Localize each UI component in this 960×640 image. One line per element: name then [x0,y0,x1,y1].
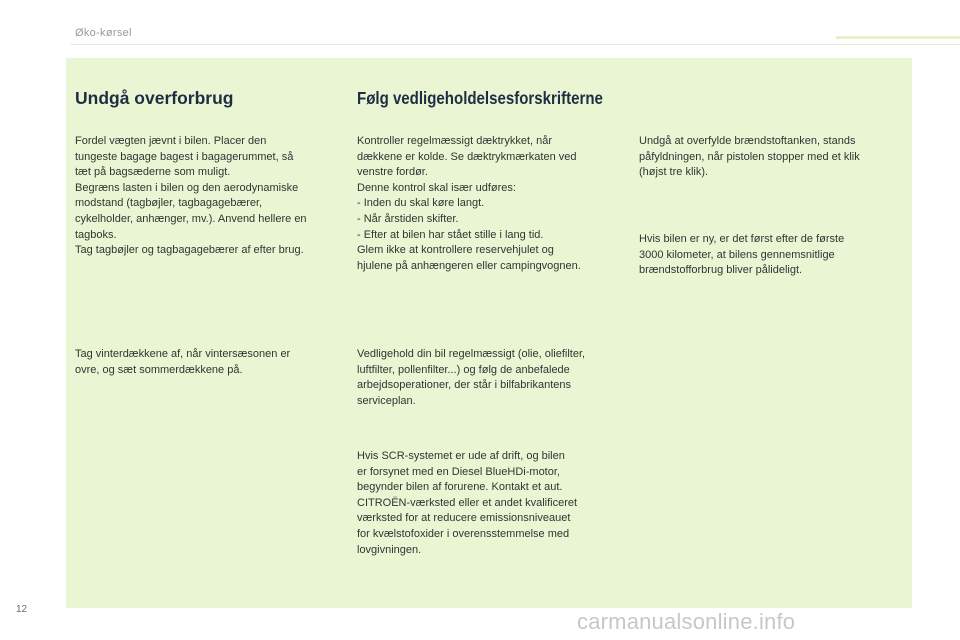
heading-maintenance-rules: Følg vedligeholdelsesforskrifterne [357,88,603,108]
paragraph-winter-tyres: Tag vinterdækkene af, når vintersæsonen er ovre, og sæt sommerdækkene på. [75,348,291,376]
paragraph-scr-system: Hvis SCR-systemet er ude af drift, og bilen er forsynet med en Diesel BlueHDi-motor, begynder bilen af forurene. Kontakt et aut. CITROËN-værksted eller et andet kvalificeret værksted for at reducere emissionsniveauet for kvælstofoxider i overensstemmelse med lovgivningen. [357,450,578,556]
section-title: Øko-kørsel [75,27,132,39]
paragraph-new-car-consumption: Hvis bilen er ny, er det først efter de første 3000 kilometer, at bilens gennemsnitlige brændstofforbrug bliver pålideligt. [639,233,845,277]
watermark: carmanualsonline.info [577,609,796,634]
header-divider [70,44,960,45]
paragraph-weight-distribution: Fordel vægten jævnt i bilen. Placer den tungeste bagage bagest i bagagerummet, så tæt på bagsæderne som muligt. Begræns lasten i bilen og den aerodynamiske modstand (tagbøjler, tagbagagebærer, cykelholder, anhænger, mv.). Anvend hellere en tagboks. Tag tagbøjler og tagbagagebærer af efter brug. [75,135,307,257]
paragraph-regular-maintenance: Vedligehold din bil regelmæssigt (olie, oliefilter, luftfilter, pollenfilter...) og følg de anbefalede arbejdsoperationer, der står i bilfabrikantens serviceplan. [357,348,586,407]
paragraph-fuel-tank: Undgå at overfylde brændstoftanken, stands påfyldningen, når pistolen stopper med et klik (højst tre klik). [639,135,860,179]
page-number: 12 [16,604,28,615]
paragraph-tyre-pressure: Kontroller regelmæssigt dæktrykket, når dækkene er kolde. Se dæktrykmærkaten ved venstre fordør. Denne kontrol skal især udføres: - Inden du skal køre langt. - Når årstiden skifter. - Efter at bilen har stået stille i lang tid. Glem ikke at kontrollere reservehjulet og hjulene på anhængeren eller campingvognen. [357,135,581,272]
heading-avoid-overconsumption: Undgå overforbrug [75,88,234,108]
header-accent-bar [836,36,960,39]
